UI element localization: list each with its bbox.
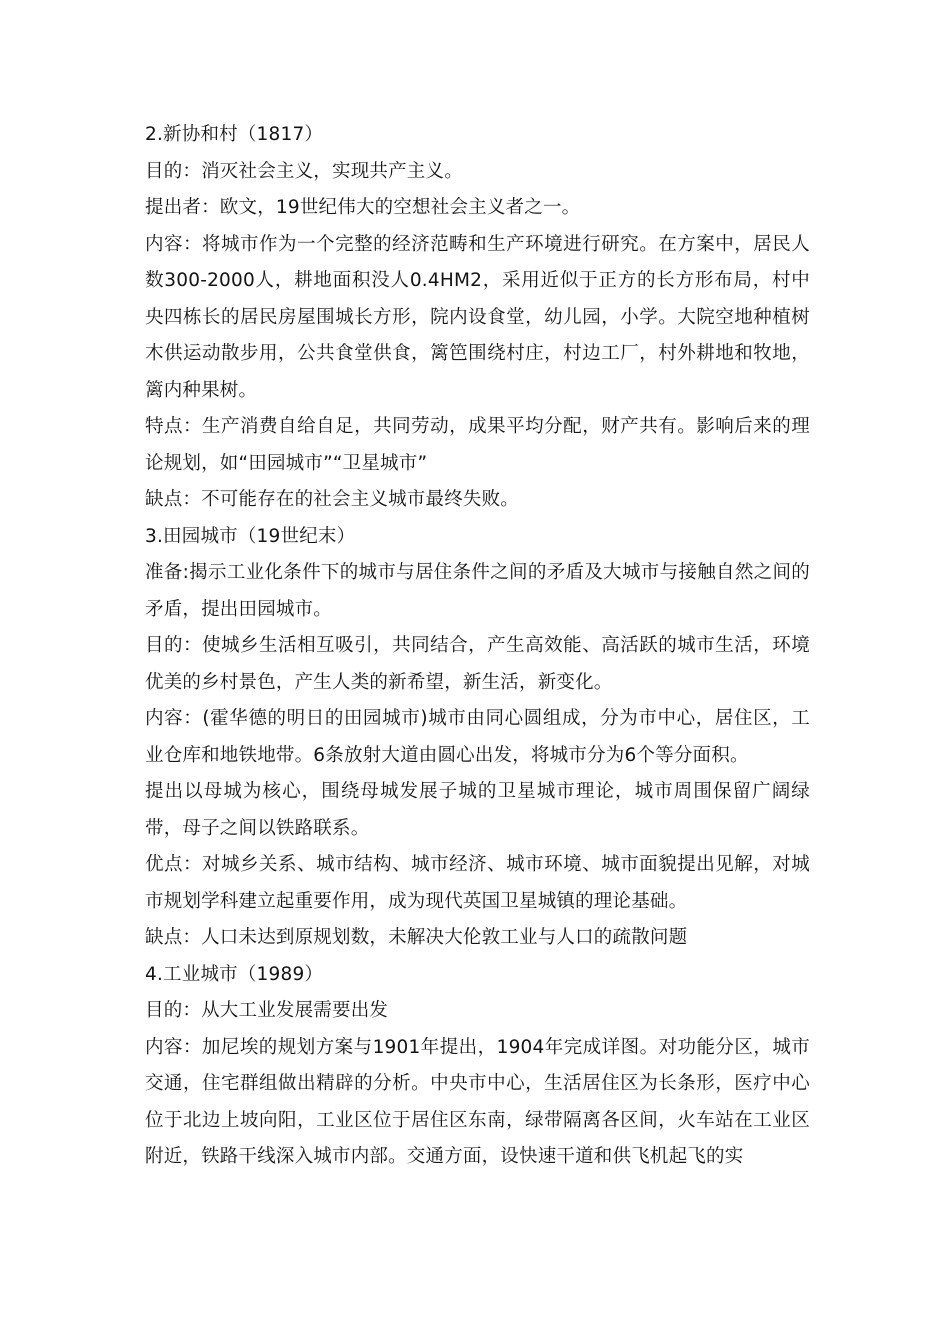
paragraph-shortcomings: 缺点：人口未达到原规划数，未解决大伦敦工业与人口的疏散问题	[145, 927, 688, 948]
paragraph-purpose: 目的：消灭社会主义，实现共产主义。	[145, 160, 463, 182]
paragraph-features: 特点：生产消费自给自足，共同劳动，成果平均分配，财产共有。影响后来的理论规划，如“田园城市”“卫星城市”	[145, 416, 810, 474]
paragraph-purpose: 目的：使城乡生活相互吸引，共同结合，产生高效能、高活跃的城市生活，环境优美的乡村景色，产生人类的新希望，新生活，新变化。	[145, 635, 810, 693]
paragraph-purpose: 目的：从大工业发展需要出发	[145, 1000, 389, 1021]
section-heading-new-harmony: 2.新协和村（1817）	[145, 124, 324, 145]
paragraph-shortcomings: 缺点：不可能存在的社会主义城市最终失败。	[145, 489, 520, 510]
paragraph-advantages: 优点：对城乡关系、城市结构、城市经济、城市环境、城市面貌提出见解，对城市规划学科建立起重要作用，成为现代英国卫星城镇的理论基础。	[145, 854, 810, 912]
paragraph-content: 内容：将城市作为一个完整的经济范畴和生产环境进行研究。在方案中，居民人数300-2000人，耕地面积没人0.4HM2，采用近似于正方的长方形布局，村中央四栋长的居民房屋围城长方形，院内设食堂，幼儿园，小学。大院空地种植树木供运动散步用，公共食堂供食，篱笆围绕村庄，村边工厂，村外耕地和牧地，篱内种果树。	[145, 233, 810, 401]
paragraph-preparation: 准备:揭示工业化条件下的城市与居住条件之间的矛盾及大城市与接触自然之间的矛盾，提出田园城市。	[145, 562, 810, 620]
paragraph-proposer: 提出者：欧文，19世纪伟大的空想社会主义者之一。	[145, 197, 581, 218]
document-page	[145, 117, 810, 1176]
section-heading-industrial-city: 4.工业城市（1989）	[145, 963, 324, 985]
paragraph-satellite-theory: 提出以母城为核心，围绕母城发展子城的卫星城市理论，城市周围保留广阔绿带，母子之间以铁路联系。	[145, 781, 810, 839]
section-heading-garden-city: 3.田园城市（19世纪末）	[145, 525, 356, 547]
paragraph-content: 内容：(霍华德的明日的田园城市)城市由同心圆组成，分为市中心，居住区，工业仓库和地铁地带。6条放射大道由圆心出发，将城市分为6个等分面积。	[145, 708, 810, 766]
paragraph-content: 内容：加尼埃的规划方案与1901年提出，1904年完成详图。对功能分区，城市交通，住宅群组做出精辟的分析。中央市中心，生活居住区为长条形，医疗中心位于北边上坡向阳，工业区位于居住区东南，绿带隔离各区间，火车站在工业区附近，铁路干线深入城市内部。交通方面，设快速干道和供飞机起飞的实	[145, 1036, 810, 1167]
